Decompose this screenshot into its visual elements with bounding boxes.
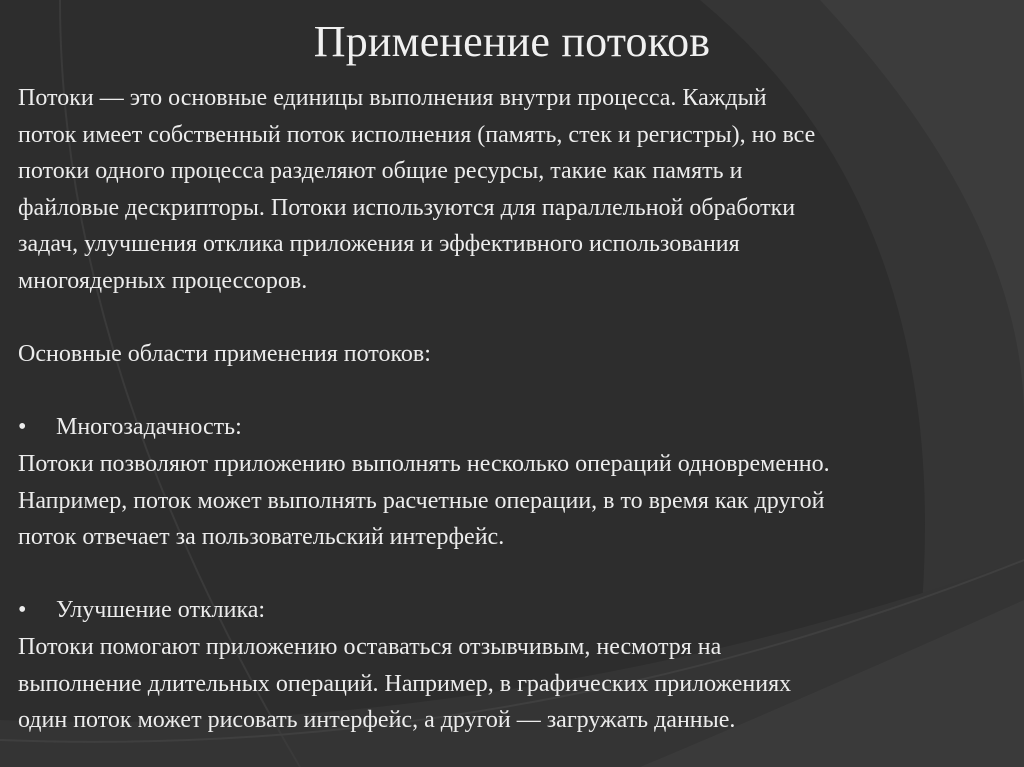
- bullet-icon: •: [18, 414, 27, 441]
- section-heading: [18, 409, 988, 446]
- spacer: [18, 556, 988, 593]
- section-line: один поток может рисовать интерфейс, а другой — загружать данные.: [18, 707, 736, 734]
- intro-line: задач, улучшения отклика приложения и эффективного использования: [18, 231, 740, 258]
- section-line: Например, поток может выполнять расчетные операции, в то время как другой: [18, 487, 825, 514]
- spacer: [18, 373, 988, 410]
- section-heading-text: Многозадачность:: [56, 414, 242, 441]
- section-heading-text: Улучшение отклика:: [56, 597, 266, 624]
- bullet-icon: •: [18, 597, 27, 624]
- intro-line: Потоки — это основные единицы выполнения внутри процесса. Каждый: [18, 85, 767, 111]
- intro-line: многоядерных процессоров.: [18, 267, 308, 294]
- slide-title: Применение потоков: [313, 17, 711, 66]
- slide-body: [18, 80, 988, 739]
- intro-line: поток имеет собственный поток исполнения (память, стек и регистры), но все: [18, 121, 816, 148]
- section-line: Потоки помогают приложению оставаться отзывчивым, несмотря на: [18, 633, 722, 660]
- section-line: поток отвечает за пользовательский интерфейс.: [18, 524, 505, 551]
- intro-line: потоки одного процесса разделяют общие ресурсы, такие как память и: [18, 158, 743, 185]
- spacer: [18, 300, 988, 337]
- intro-line: файловые дескрипторы. Потоки используются для параллельной обработки: [18, 194, 796, 221]
- section-line: выполнение длительных операций. Например, в графических приложениях: [18, 670, 792, 697]
- areas-heading: Основные области применения потоков:: [18, 341, 431, 368]
- section-heading: [18, 592, 988, 629]
- section-line: Потоки позволяют приложению выполнять несколько операций одновременно.: [18, 450, 830, 477]
